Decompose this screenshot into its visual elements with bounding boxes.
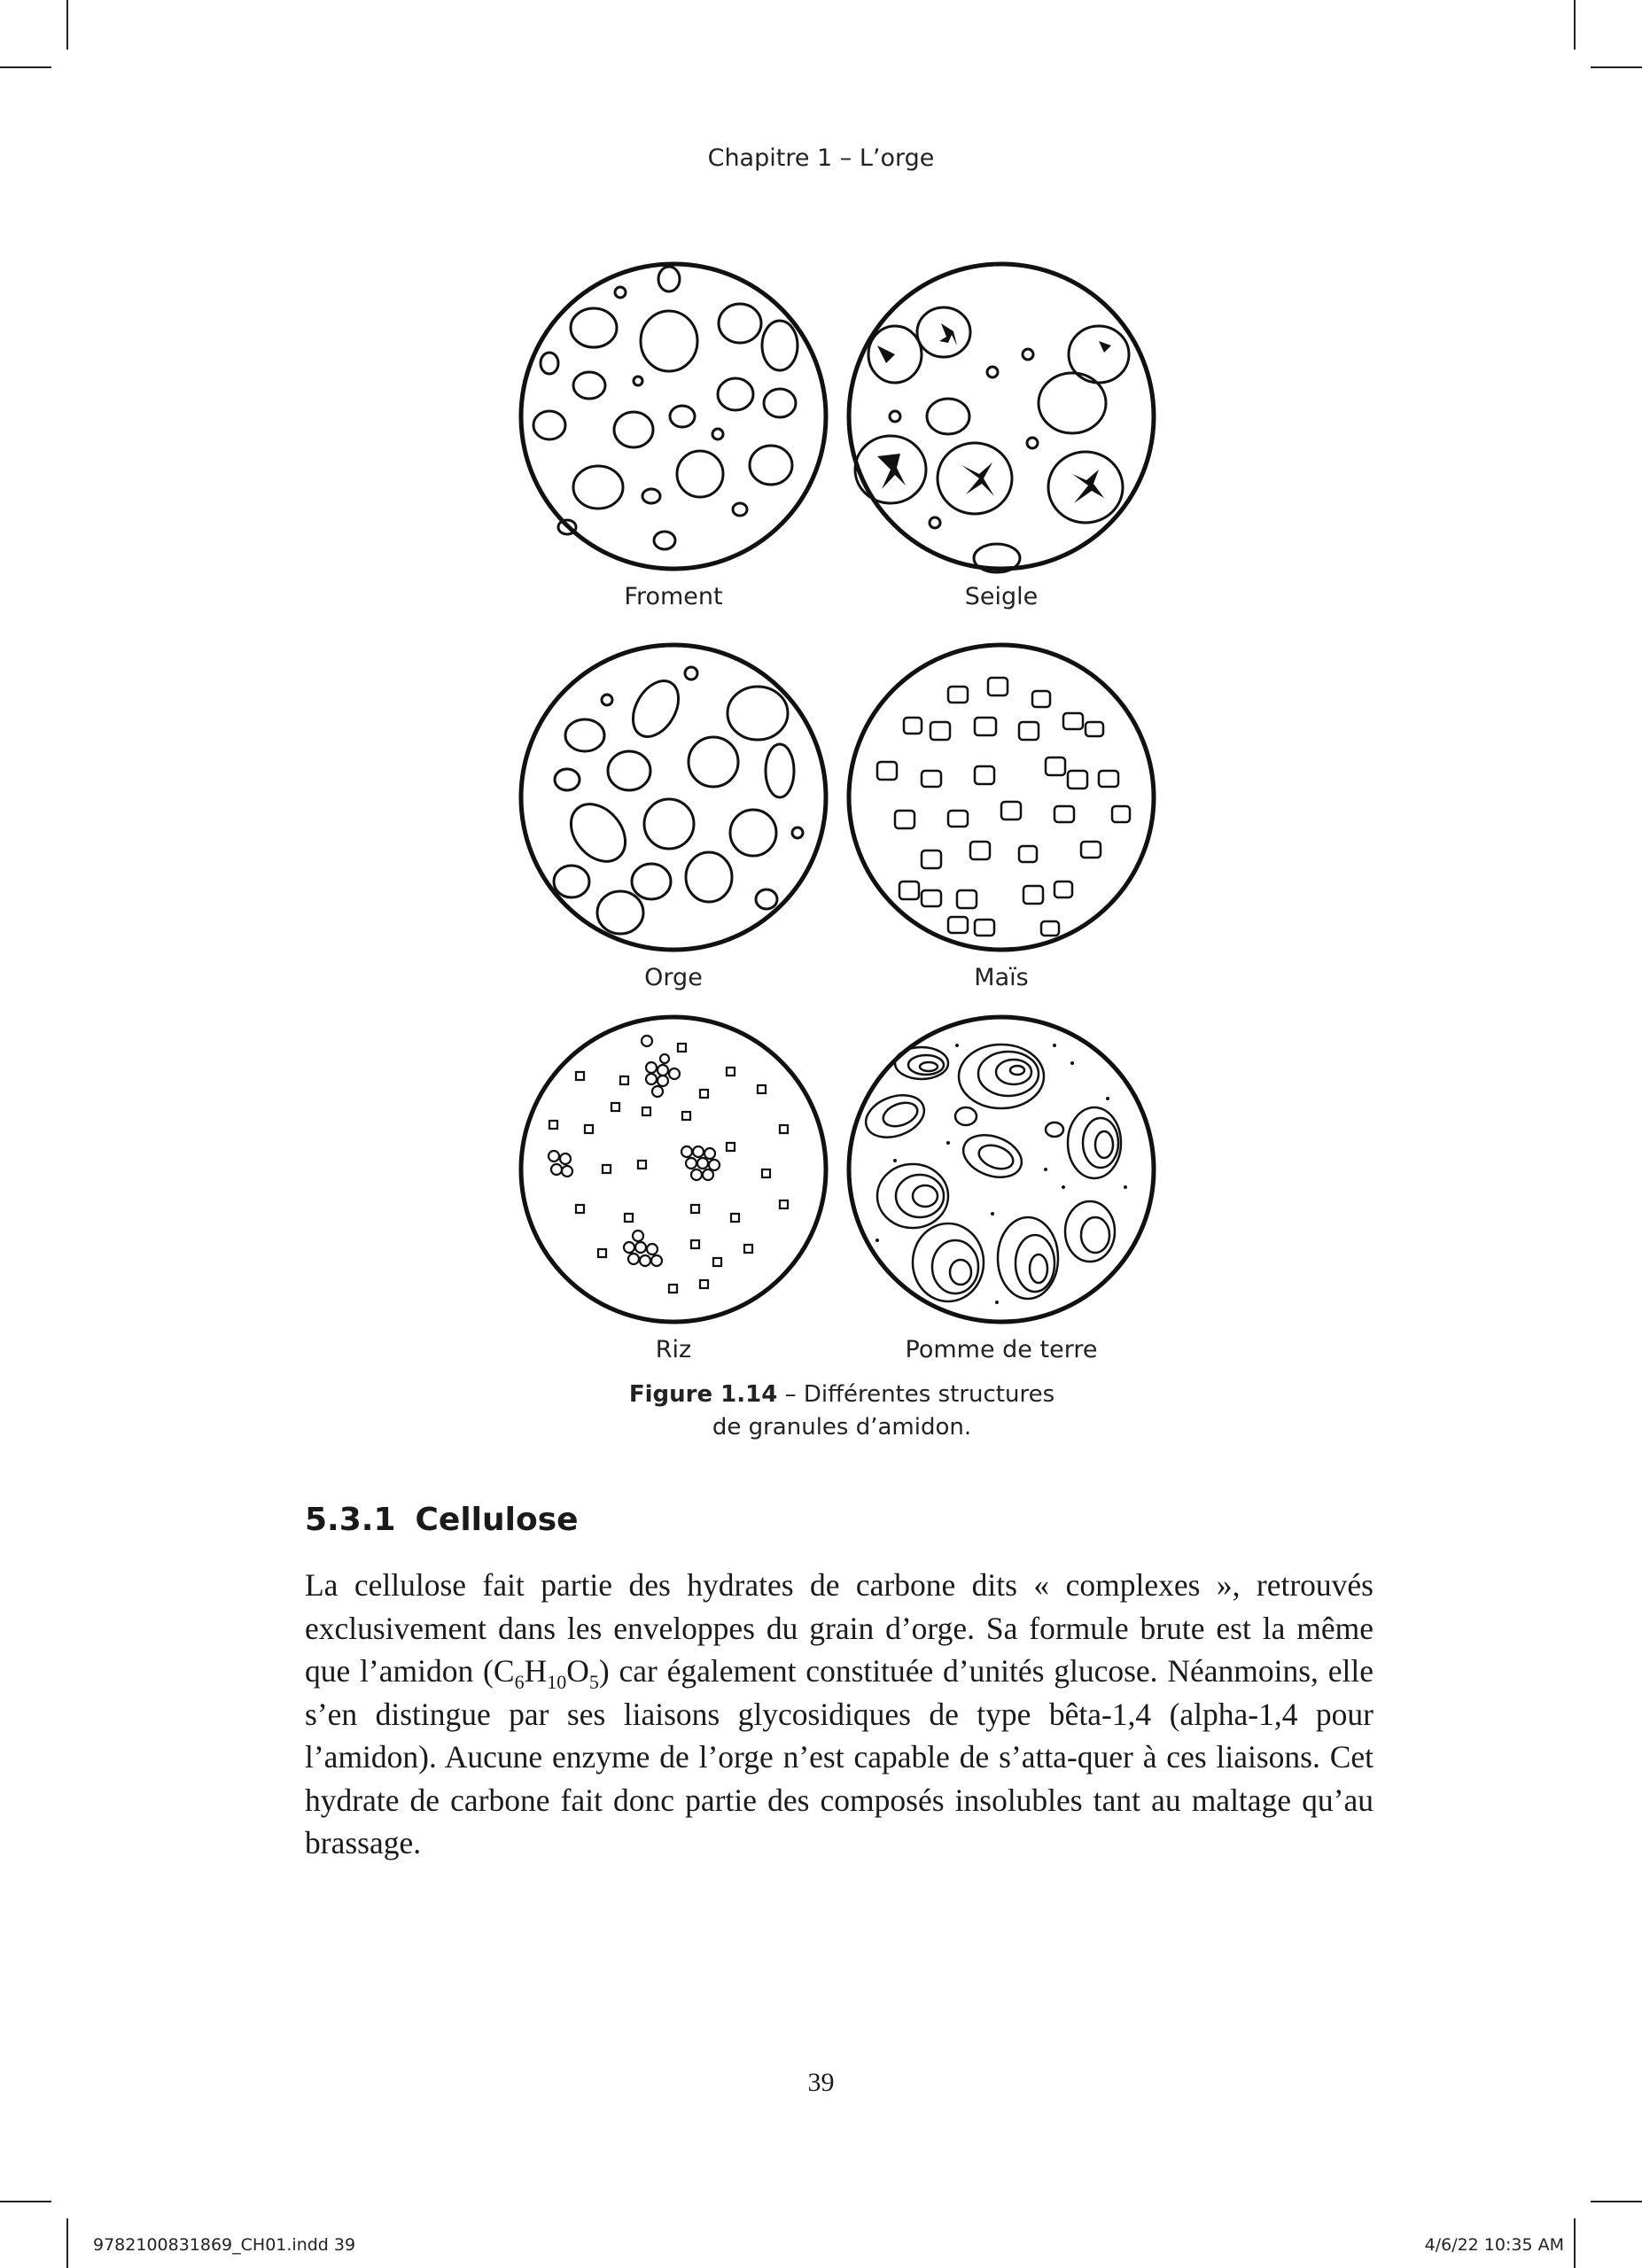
panel-seigle <box>842 257 1161 610</box>
figure-number: Figure 1.14 <box>628 1381 778 1408</box>
panel-label: Froment <box>624 583 723 610</box>
panel-pomme-de-terre <box>842 1010 1161 1363</box>
barley-starch-granules-drawing <box>514 638 833 957</box>
section-heading <box>305 1502 579 1538</box>
running-header: Chapitre 1 – L’orge <box>707 144 935 172</box>
body-paragraph <box>305 1564 1374 1865</box>
potato-starch-granules-drawing <box>842 1010 1161 1329</box>
panel-label: Pomme de terre <box>905 1336 1098 1363</box>
paragraph-text: La cellulose fait partie des hydrates de carbone dits « complexes », retrouvés exclusivement dans les enveloppes du grain d’orge. Sa formule brute est la même que l’amidon (C <box>305 1567 1374 1689</box>
crop-mark <box>1591 2201 1642 2202</box>
crop-mark <box>1574 2218 1576 2268</box>
panel-mais <box>842 638 1161 991</box>
slug-left: 9782100831869_CH01.indd 39 <box>93 2235 356 2255</box>
panel-orge <box>514 638 833 991</box>
subscript: 6 <box>514 1671 525 1694</box>
panel-label: Orge <box>644 964 703 991</box>
maize-starch-granules-drawing <box>842 638 1161 957</box>
crop-mark <box>1591 66 1642 68</box>
figure-caption-line2: de granules d’amidon. <box>712 1414 972 1441</box>
crop-mark <box>0 2201 51 2202</box>
subscript: 10 <box>547 1671 567 1694</box>
wheat-starch-granules-drawing <box>514 257 833 576</box>
paragraph-text: H <box>524 1653 548 1689</box>
subscript: 5 <box>588 1671 599 1694</box>
crop-mark <box>1574 0 1576 50</box>
figure-caption <box>532 1379 1152 1444</box>
paragraph-text: O <box>566 1653 589 1689</box>
panel-froment <box>514 257 833 610</box>
starch-granules-figure <box>514 257 1161 1364</box>
crop-mark <box>66 0 68 50</box>
figure-caption-text: – Différentes structures <box>777 1381 1055 1408</box>
crop-mark <box>0 66 51 68</box>
page-number: 39 <box>807 2068 835 2097</box>
panel-label: Maïs <box>974 964 1029 991</box>
panel-label: Seigle <box>964 583 1039 610</box>
slug-right: 4/6/22 10:35 AM <box>1424 2235 1564 2255</box>
paragraph-text: ) car également constituée d’unités glucose. Néanmoins, elle s’en distingue par ses liaisons glycosidiques de type bêta-1,4 (alpha-1,4 pour l’amidon). Aucune enzyme de l’orge n’est capable de s’atta-quer à ces liaisons. Cet hydrate de carbone fait donc partie des composés insolubles tant au maltage qu’au brassage. <box>305 1653 1374 1860</box>
crop-mark <box>66 2218 68 2268</box>
section-number: 5.3.1 <box>305 1502 396 1538</box>
section-title: Cellulose <box>415 1502 579 1538</box>
rice-starch-granules-drawing <box>514 1010 833 1329</box>
panel-label: Riz <box>655 1336 692 1363</box>
panel-riz <box>514 1010 833 1363</box>
rye-starch-granules-drawing <box>842 257 1161 576</box>
